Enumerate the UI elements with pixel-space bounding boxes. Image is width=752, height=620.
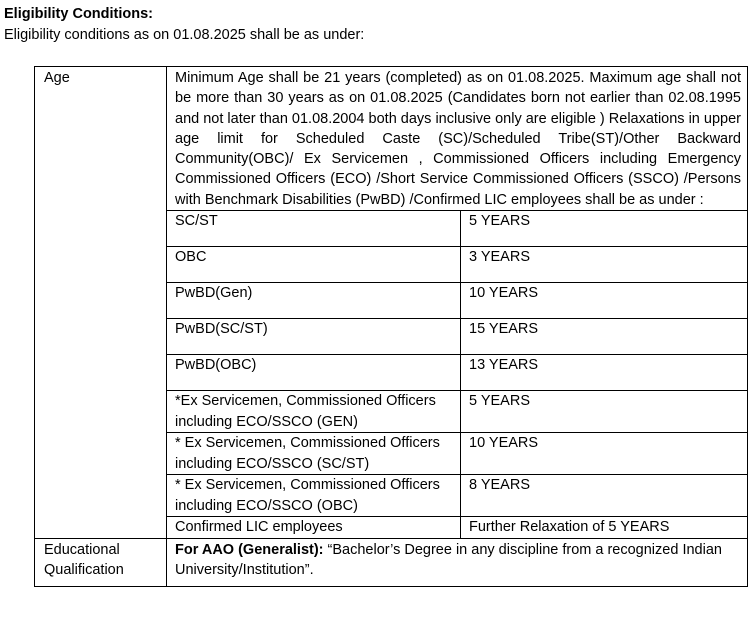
relaxation-category: SC/ST xyxy=(167,211,461,247)
section-heading: Eligibility Conditions: xyxy=(4,6,154,22)
relaxation-category: *Ex Servicemen, Commissioned Officers including ECO/SSCO (GEN) xyxy=(167,391,461,433)
relaxation-value: 10 YEARS xyxy=(461,433,748,475)
relaxation-value: 13 YEARS xyxy=(461,355,748,391)
relaxation-category: PwBD(OBC) xyxy=(167,355,461,391)
relaxation-row xyxy=(167,433,747,475)
relaxation-row xyxy=(167,391,747,433)
relaxation-value: 10 YEARS xyxy=(461,283,748,319)
relaxation-category: * Ex Servicemen, Commissioned Officers including ECO/SSCO (OBC) xyxy=(167,475,461,517)
education-row xyxy=(35,538,748,586)
relaxation-value: 8 YEARS xyxy=(461,475,748,517)
age-relaxation-table xyxy=(167,210,747,538)
age-content xyxy=(167,67,748,539)
relaxation-row xyxy=(167,517,747,538)
relaxation-row xyxy=(167,355,747,391)
relaxation-category: PwBD(Gen) xyxy=(167,283,461,319)
relaxation-category: * Ex Servicemen, Commissioned Officers including ECO/SSCO (SC/ST) xyxy=(167,433,461,475)
relaxation-row xyxy=(167,319,747,355)
education-content xyxy=(167,538,748,586)
relaxation-value: Further Relaxation of 5 YEARS xyxy=(461,517,748,538)
relaxation-category: OBC xyxy=(167,247,461,283)
education-lead: For AAO (Generalist): xyxy=(175,541,324,558)
relaxation-row xyxy=(167,211,747,247)
relaxation-value: 15 YEARS xyxy=(461,319,748,355)
intro-text: Eligibility conditions as on 01.08.2025 shall be as under: xyxy=(4,27,365,43)
relaxation-value: 5 YEARS xyxy=(461,391,748,433)
relaxation-row xyxy=(167,247,747,283)
relaxation-value: 3 YEARS xyxy=(461,247,748,283)
eligibility-table xyxy=(34,66,748,587)
relaxation-row xyxy=(167,283,747,319)
relaxation-category: Confirmed LIC employees xyxy=(167,517,461,538)
age-row xyxy=(35,67,748,539)
relaxation-value: 5 YEARS xyxy=(461,211,748,247)
relaxation-row xyxy=(167,475,747,517)
education-text: “Bachelor’s Degree in any discipline from a recognized Indian University/Institution”. xyxy=(175,541,722,579)
relaxation-category: PwBD(SC/ST) xyxy=(167,319,461,355)
education-label: Educational Qualification xyxy=(35,538,167,586)
age-label: Age xyxy=(35,67,167,539)
age-description: Minimum Age shall be 21 years (completed) as on 01.08.2025. Maximum age shall not be more than 30 years as on 01.08.2025 (Candidates born not earlier than 02.08.1995 and not later than 01.08.2004 both days inclusive only are eligible ) Relaxations in upper age limit for Scheduled Caste (SC)/Scheduled Tribe(ST)/Other Backward Community(OBC)/ Ex Servicemen , Commissioned Officers including Emergency Commissioned Officers (ECO) /Short Service Commissioned Officers (SSCO) /Persons with Benchmark Disabilities (PwBD) /Confirmed LIC employees shall be as under : xyxy=(175,70,741,208)
